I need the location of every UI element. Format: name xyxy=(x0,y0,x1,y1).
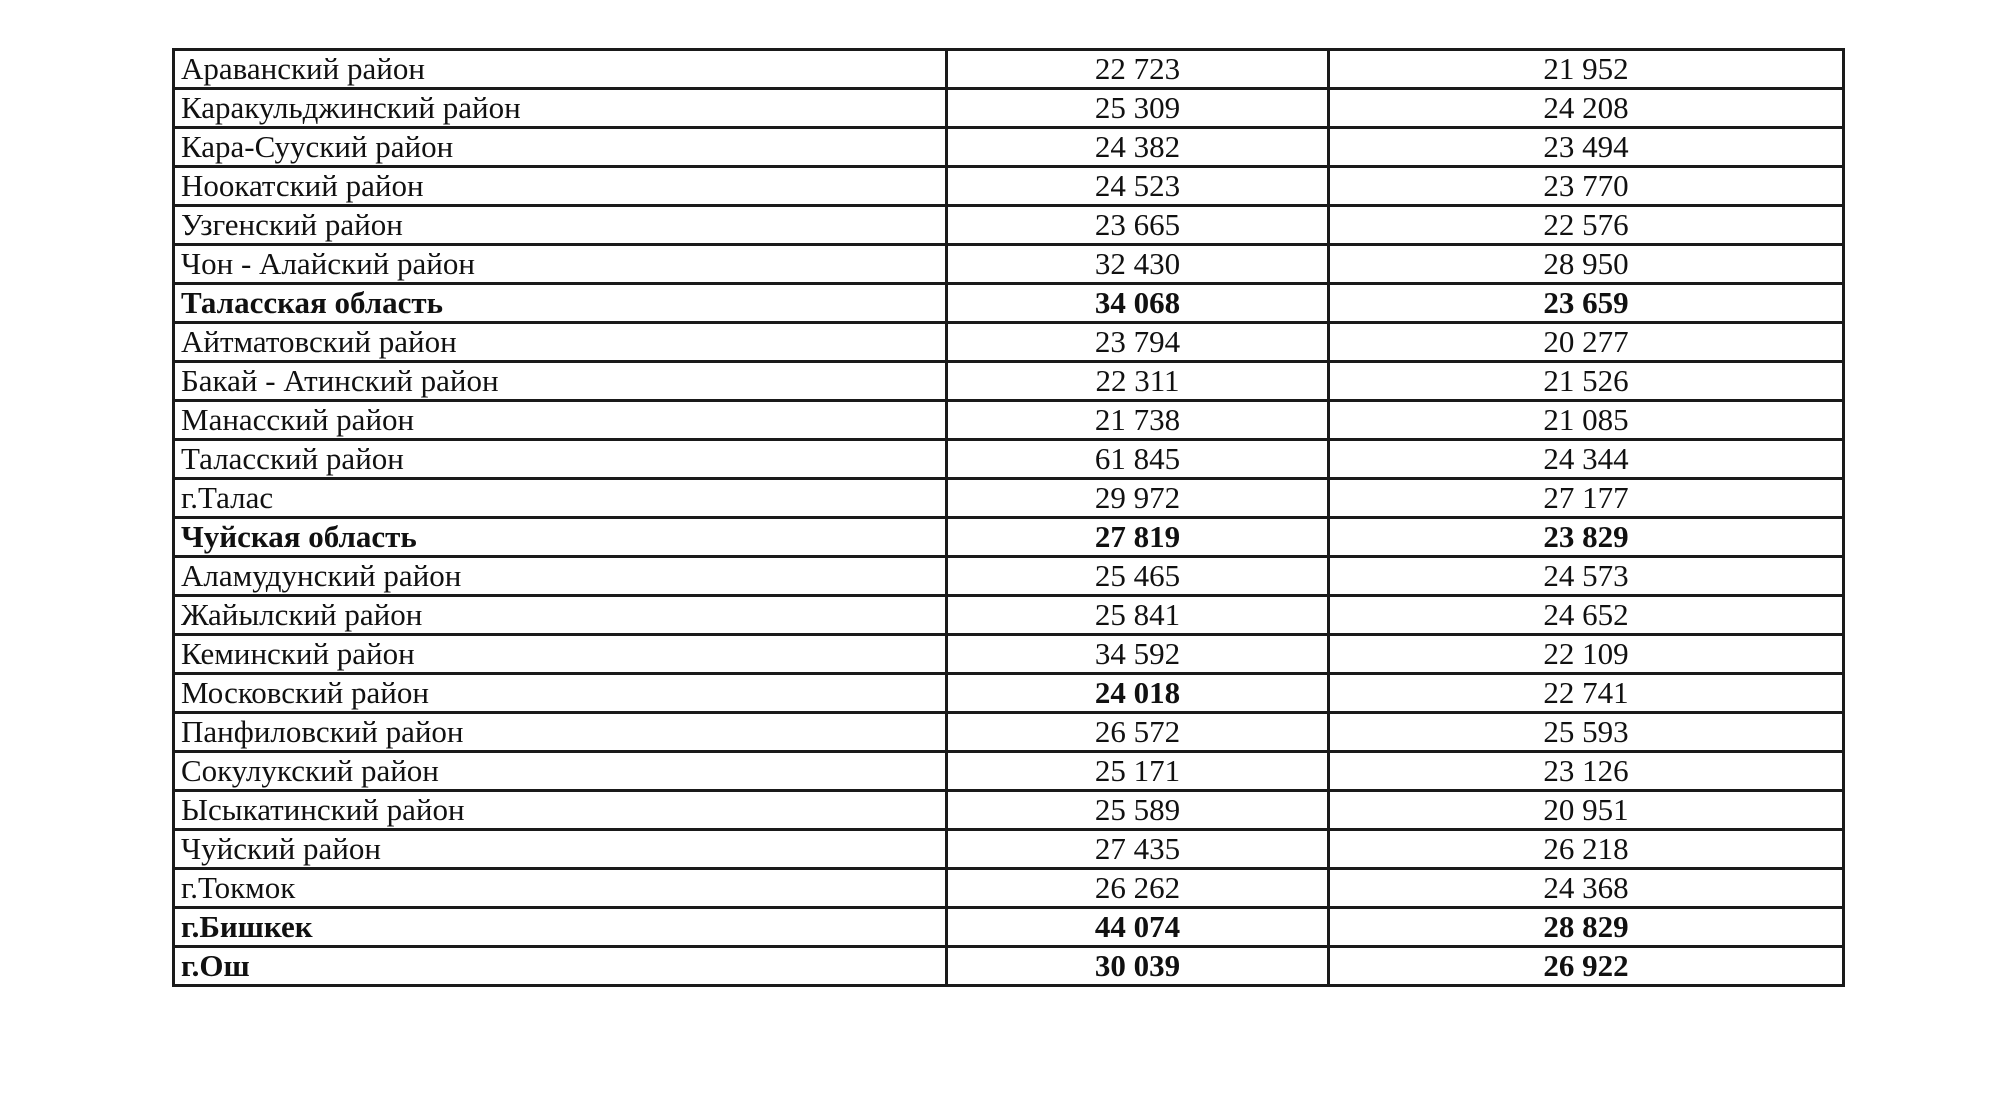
region-name-cell: Бакай - Атинский район xyxy=(174,362,947,401)
region-name-cell: Кара-Сууский район xyxy=(174,128,947,167)
value-col2-cell: 23 659 xyxy=(1329,284,1844,323)
value-col1-cell: 25 589 xyxy=(947,791,1329,830)
table-row xyxy=(174,362,1844,401)
table-row xyxy=(174,440,1844,479)
table-row xyxy=(174,401,1844,440)
region-name-cell: Сокулукский район xyxy=(174,752,947,791)
value-col1-cell: 26 262 xyxy=(947,869,1329,908)
table-row xyxy=(174,167,1844,206)
value-col2-cell: 26 218 xyxy=(1329,830,1844,869)
table-row xyxy=(174,128,1844,167)
region-name-cell: Чуйский район xyxy=(174,830,947,869)
region-name-cell: Айтматовский район xyxy=(174,323,947,362)
value-col1-cell: 27 435 xyxy=(947,830,1329,869)
table-row xyxy=(174,518,1844,557)
region-name-cell: г.Талас xyxy=(174,479,947,518)
value-col2-cell: 23 770 xyxy=(1329,167,1844,206)
table-row xyxy=(174,791,1844,830)
region-name-cell: Араванский район xyxy=(174,50,947,89)
table-row xyxy=(174,89,1844,128)
region-name-cell: Ноокатский район xyxy=(174,167,947,206)
table-row xyxy=(174,908,1844,947)
region-name-cell: г.Ош xyxy=(174,947,947,986)
value-col1-cell: 27 819 xyxy=(947,518,1329,557)
value-col2-cell: 24 208 xyxy=(1329,89,1844,128)
region-name-cell: г.Бишкек xyxy=(174,908,947,947)
table-row xyxy=(174,713,1844,752)
region-name-cell: Панфиловский район xyxy=(174,713,947,752)
value-col2-cell: 24 652 xyxy=(1329,596,1844,635)
value-col2-cell: 28 950 xyxy=(1329,245,1844,284)
table-body xyxy=(174,50,1844,986)
table-row xyxy=(174,557,1844,596)
table-row xyxy=(174,830,1844,869)
value-col2-cell: 20 951 xyxy=(1329,791,1844,830)
value-col1-cell: 25 309 xyxy=(947,89,1329,128)
table-row xyxy=(174,284,1844,323)
region-name-cell: Манасский район xyxy=(174,401,947,440)
region-name-cell: Жайылский район xyxy=(174,596,947,635)
value-col2-cell: 21 526 xyxy=(1329,362,1844,401)
table-row xyxy=(174,674,1844,713)
region-name-cell: г.Токмок xyxy=(174,869,947,908)
value-col1-cell: 22 723 xyxy=(947,50,1329,89)
table-row xyxy=(174,206,1844,245)
value-col2-cell: 24 573 xyxy=(1329,557,1844,596)
value-col1-cell: 25 841 xyxy=(947,596,1329,635)
region-name-cell: Ысыкатинский район xyxy=(174,791,947,830)
value-col2-cell: 22 109 xyxy=(1329,635,1844,674)
value-col2-cell: 27 177 xyxy=(1329,479,1844,518)
region-name-cell: Чон - Алайский район xyxy=(174,245,947,284)
value-col1-cell: 30 039 xyxy=(947,947,1329,986)
value-col2-cell: 23 126 xyxy=(1329,752,1844,791)
region-name-cell: Московский район xyxy=(174,674,947,713)
value-col2-cell: 22 576 xyxy=(1329,206,1844,245)
value-col2-cell: 21 952 xyxy=(1329,50,1844,89)
value-col1-cell: 61 845 xyxy=(947,440,1329,479)
value-col1-cell: 23 794 xyxy=(947,323,1329,362)
table-row xyxy=(174,635,1844,674)
value-col1-cell: 25 465 xyxy=(947,557,1329,596)
value-col1-cell: 24 018 xyxy=(947,674,1329,713)
value-col1-cell: 44 074 xyxy=(947,908,1329,947)
value-col1-cell: 21 738 xyxy=(947,401,1329,440)
table-row xyxy=(174,50,1844,89)
region-name-cell: Таласская область xyxy=(174,284,947,323)
value-col2-cell: 23 829 xyxy=(1329,518,1844,557)
region-name-cell: Каракульджинский район xyxy=(174,89,947,128)
value-col2-cell: 25 593 xyxy=(1329,713,1844,752)
table-row xyxy=(174,245,1844,284)
value-col2-cell: 26 922 xyxy=(1329,947,1844,986)
data-table xyxy=(172,48,1845,987)
value-col2-cell: 22 741 xyxy=(1329,674,1844,713)
region-name-cell: Узгенский район xyxy=(174,206,947,245)
value-col1-cell: 24 523 xyxy=(947,167,1329,206)
table-row xyxy=(174,479,1844,518)
table-row xyxy=(174,869,1844,908)
value-col2-cell: 23 494 xyxy=(1329,128,1844,167)
value-col2-cell: 28 829 xyxy=(1329,908,1844,947)
table-row xyxy=(174,323,1844,362)
value-col1-cell: 22 311 xyxy=(947,362,1329,401)
region-name-cell: Таласский район xyxy=(174,440,947,479)
value-col1-cell: 25 171 xyxy=(947,752,1329,791)
table-row xyxy=(174,752,1844,791)
region-name-cell: Кеминский район xyxy=(174,635,947,674)
value-col1-cell: 26 572 xyxy=(947,713,1329,752)
value-col1-cell: 32 430 xyxy=(947,245,1329,284)
value-col2-cell: 20 277 xyxy=(1329,323,1844,362)
table-row xyxy=(174,947,1844,986)
region-name-cell: Аламудунский район xyxy=(174,557,947,596)
value-col1-cell: 24 382 xyxy=(947,128,1329,167)
value-col2-cell: 24 368 xyxy=(1329,869,1844,908)
table-row xyxy=(174,596,1844,635)
value-col2-cell: 24 344 xyxy=(1329,440,1844,479)
value-col1-cell: 34 068 xyxy=(947,284,1329,323)
value-col2-cell: 21 085 xyxy=(1329,401,1844,440)
region-name-cell: Чуйская область xyxy=(174,518,947,557)
value-col1-cell: 34 592 xyxy=(947,635,1329,674)
value-col1-cell: 29 972 xyxy=(947,479,1329,518)
value-col1-cell: 23 665 xyxy=(947,206,1329,245)
